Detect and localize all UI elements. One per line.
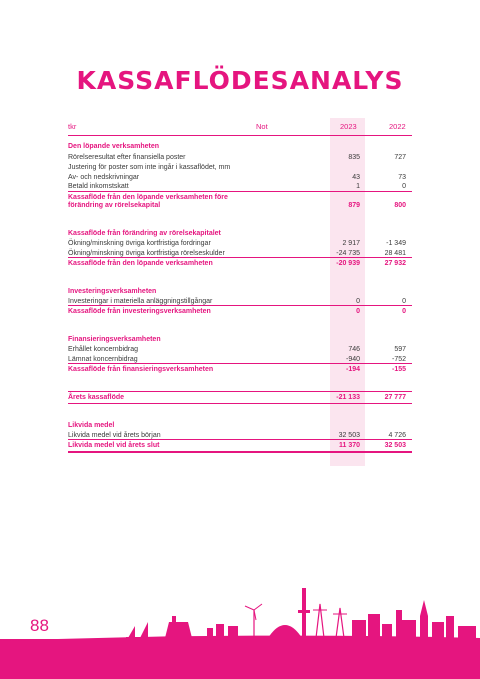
table-row: Likvida medel vid årets början 32 503 4 726 [68, 432, 406, 439]
table-row: Ökning/minskning övriga kortfristiga fordringar 2 917 -1 349 [68, 240, 406, 247]
header-year-2023: 2023 [340, 122, 357, 131]
table-row: Betald inkomstskatt 1 0 [68, 183, 406, 190]
page-title: KASSAFLÖDESANALYS [76, 66, 404, 95]
total-row-closing-cash: Likvida medel vid årets slut 11 370 32 503 [68, 439, 412, 453]
section-heading-investing: Investeringsverksamheten [68, 288, 157, 295]
section-heading-financing: Finansieringsverksamheten [68, 336, 161, 343]
table-row: Investeringar i materiella anläggningstillgångar 0 0 [68, 298, 406, 305]
header-note-label: Not [256, 122, 268, 131]
section-heading-working-capital: Kassaflöde från förändring av rörelsekapitalet [68, 230, 221, 237]
subtotal-row: Kassaflöde från den löpande verksamheten -20 939 27 932 [68, 257, 412, 269]
city-skyline-illustration [0, 580, 480, 679]
header-divider [68, 135, 412, 136]
table-row: Justering för poster som inte ingår i kassaflödet, mm [68, 164, 231, 171]
table-row: Av- och nedskrivningar 43 73 [68, 174, 406, 181]
header-year-2022: 2022 [389, 122, 406, 131]
subtotal-row: Kassaflöde från den löpande verksamheten före [68, 191, 412, 203]
table-row: Lämnat koncernbidrag -940 -752 [68, 356, 406, 363]
subtotal-row: förändring av rörelsekapital 879 800 [68, 202, 406, 209]
subtotal-row: Kassaflöde från investeringsverksamheten 0 0 [68, 305, 412, 317]
table-row: Rörelseresultat efter finansiella poster 835 727 [68, 154, 406, 161]
table-row: Erhållet koncernbidrag 746 597 [68, 346, 406, 353]
total-row-cash-flow: Årets kassaflöde -21 133 27 777 [68, 391, 412, 404]
page-number: 88 [30, 616, 49, 635]
section-heading-operating: Den löpande verksamheten [68, 143, 160, 150]
section-heading-cash: Likvida medel [68, 422, 115, 429]
table-row: Ökning/minskning övriga kortfristiga rörelseskulder -24 735 28 481 [68, 250, 406, 257]
subtotal-row: Kassaflöde från finansieringsverksamheten -194 -155 [68, 363, 412, 375]
header-unit-label: tkr [68, 122, 77, 131]
